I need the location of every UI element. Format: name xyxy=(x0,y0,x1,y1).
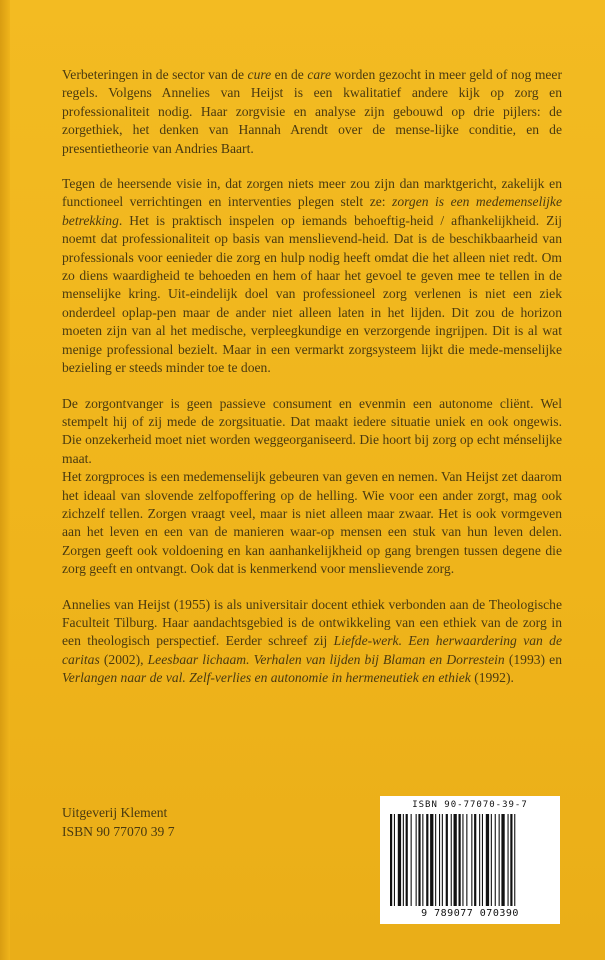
paragraph-receiver: De zorgontvanger is geen passieve consument en evenmin een autonome cliënt. Wel stempelt hij of zij mede de zorgsituatie. Dat maakt iedere situatie uniek en ook ongewis. Die onzekerheid moet niet worden weggeorganiseerd. Die hoort bij zorg op echt ménselijke maat. xyxy=(62,395,562,466)
barcode-bar xyxy=(422,814,423,906)
barcode-bar xyxy=(435,814,436,906)
barcode-bar xyxy=(491,814,492,906)
barcode-bar xyxy=(462,814,463,906)
barcode-bar xyxy=(430,814,433,906)
barcode-bar xyxy=(439,814,440,906)
paragraph-intro: Verbeteringen in de sector van de cure en de care worden gezocht in meer geld of nog meer regels. Volgens Annelies van Heijst is een kwalitatief andere kijk op zorg en professionaliteit nodig. Haar zorgvisie en analyse zijn gebouwd op drie pijlers: de zorgethiek, het denken van Hannah Arendt over de mense-lijke conditie, en de presentietheorie van Andries Baart. xyxy=(62,67,562,156)
publisher-info xyxy=(62,803,175,841)
barcode-bar xyxy=(495,814,496,906)
barcode-bar xyxy=(442,814,443,906)
barcode-isbn-label: ISBN 90-77070-39-7 xyxy=(412,800,528,810)
barcode-bar xyxy=(416,814,417,906)
barcode-bar xyxy=(454,814,457,906)
publisher-isbn: ISBN 90 77070 39 7 xyxy=(62,824,175,839)
barcode-bar xyxy=(411,814,412,906)
barcode-bar xyxy=(514,814,515,906)
barcode-bar xyxy=(466,814,467,906)
barcode-bar xyxy=(501,814,504,906)
barcode-bars xyxy=(388,814,552,906)
barcode-bar xyxy=(390,814,392,906)
barcode-ean-digits: 9 789077 070390 xyxy=(421,908,519,919)
barcode-bar xyxy=(403,814,404,906)
blurb-text xyxy=(62,66,562,705)
barcode-bar xyxy=(499,814,500,906)
paragraph-process: Het zorgproces is een medemenselijk gebeuren van geven en nemen. Van Heijst zet daarom het ideaal van slovende zelfopoffering op de helling. Wie voor een ander zorgt, mag ook zichzelf tellen. Zorgen vraagt veel, maar is niet alleen maar zwaar. Het is ook vormgeven aan het leven en een van de manieren waar-op mensen een stuk van hun leven delen. Zorgen geeft ook voldoening en kan aanhankelijkheid op gang brengen tussen degene die zorg geeft en ontvangt. Ook dat is kenmerkend voor menslievende zorg. xyxy=(62,469,562,577)
spine-shadow xyxy=(0,0,10,960)
barcode xyxy=(380,796,560,924)
barcode-bar xyxy=(406,814,408,906)
barcode-bar xyxy=(482,814,483,906)
barcode-bar xyxy=(459,814,461,906)
barcode-bar xyxy=(471,814,472,906)
paragraph-author-bio: Annelies van Heijst (1955) is als universitair docent ethiek verbonden aan de Theologische Faculteit Tilburg. Haar aandachtsgebied is de ontwikkeling van een ethiek van de zorg in een theologisch perspectief. Eerder schreef zij Liefde-werk. Een herwaardering van de caritas (2002), Leesbaar lichaam. Verhalen van lijden bij Blaman en Dorrestein (1993) en Verlangen naar de val. Zelf-verlies en autonomie in hermeneutiek en ethiek (1992). xyxy=(62,596,562,686)
barcode-bar xyxy=(508,814,509,906)
barcode-bar xyxy=(394,814,395,906)
barcode-bar xyxy=(474,814,476,906)
barcode-bar xyxy=(398,814,401,906)
paragraph-vision: Tegen de heersende visie in, dat zorgen niets meer zou zijn dan marktgericht, zakelijk en functioneel verrichtingen en interventies plegen stelt ze: zorgen is een medemenselijke betrekking. Het is praktisch inspelen op iemands behoeftig-heid / afhankelijkheid. Zij noemt dat professionaliteit op basis van menslievend-heid. Dat is de beschikbaarheid van professionals voor eenieder die zorg en hulp nodig heeft omdat die het alleen niet redt. Om zo diens waardigheid te behoeden en hem of haar het gevoel te geven mee te tellen in de menselijke kring. Uit-eindelijk doel van professioneel zorg verlenen is niet een ziek onderdeel oplap-pen maar de ander niet alleen laten in het lijden. Dit zou de horizon moeten zijn van al het medische, verpleegkundige en verzorgende ingrijpen. Dit is al wat menige professional bezielt. Maar in een vermarkt zorgsysteem lijkt die mede-menselijke bezieling er steeds minder toe te doen. xyxy=(62,176,562,376)
barcode-bar xyxy=(426,814,428,906)
barcode-bar xyxy=(479,814,480,906)
barcode-bar xyxy=(418,814,420,906)
barcode-bar xyxy=(486,814,489,906)
barcode-bar xyxy=(451,814,452,906)
barcode-bar xyxy=(510,814,512,906)
publisher-name: Uitgeverij Klement xyxy=(62,805,168,820)
barcode-bar xyxy=(446,814,448,906)
